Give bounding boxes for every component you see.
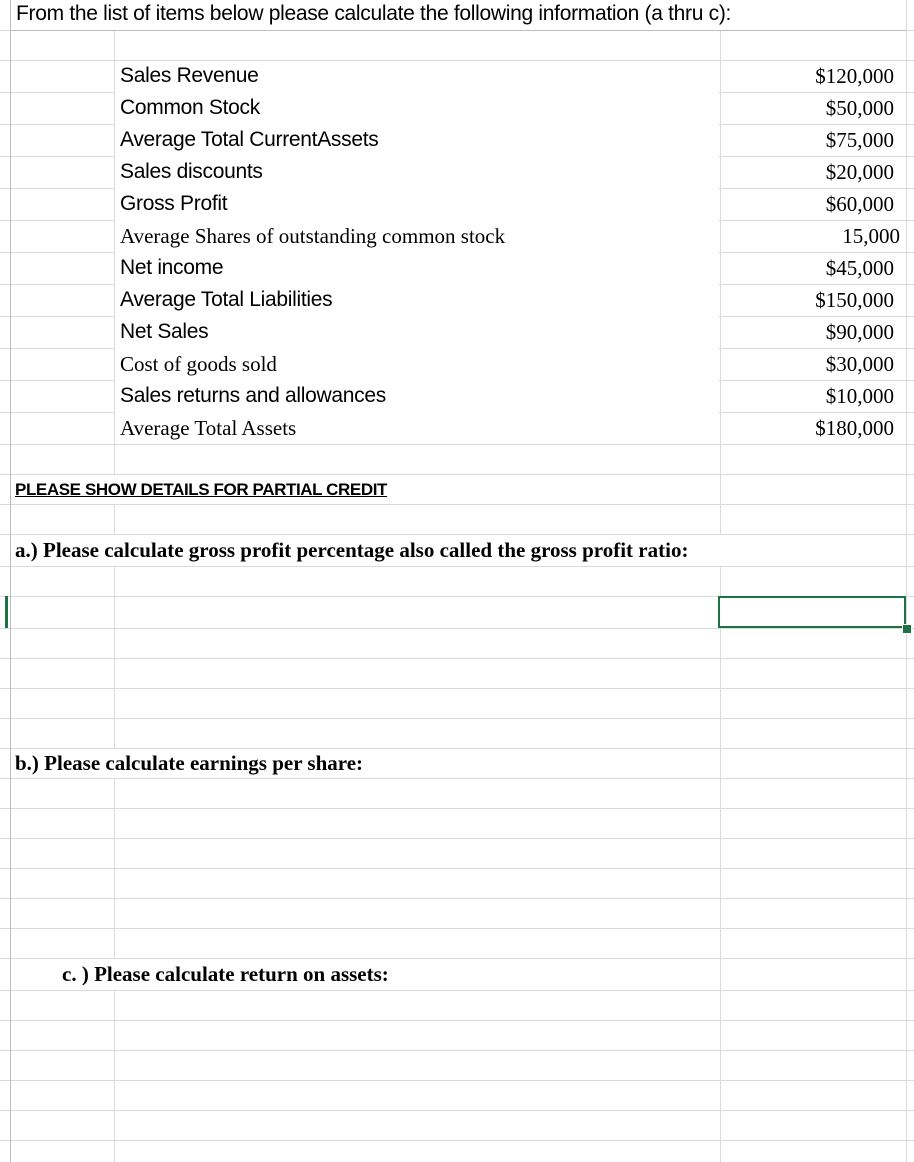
- item-label[interactable]: Gross Profit: [120, 192, 228, 215]
- item-value[interactable]: $10,000: [825, 384, 894, 408]
- item-value[interactable]: $150,000: [815, 288, 894, 312]
- gridline: [0, 1080, 914, 1081]
- item-label[interactable]: Net income: [120, 256, 224, 279]
- gridline: [0, 1020, 914, 1021]
- gridline: [906, 0, 907, 1162]
- question-c: c. ) Please calculate return on assets:: [62, 962, 389, 986]
- gridline: [720, 0, 721, 1162]
- gridline: [0, 658, 914, 659]
- question-a: a.) Please calculate gross profit percentage also called the gross profit ratio:: [15, 538, 689, 562]
- gridline: [0, 504, 914, 505]
- item-value[interactable]: $60,000: [825, 192, 894, 216]
- gridline: [0, 990, 914, 991]
- gridline: [0, 898, 914, 899]
- item-value[interactable]: $50,000: [825, 96, 894, 120]
- gridline: [0, 928, 914, 929]
- gridline: [0, 1050, 914, 1051]
- sheet-left-border: [10, 0, 11, 1162]
- item-value[interactable]: $180,000: [815, 416, 894, 440]
- item-value[interactable]: $30,000: [825, 352, 894, 376]
- gridline: [0, 1110, 914, 1111]
- sheet-title: From the list of items below please calculate the following information (a thru c):: [16, 2, 732, 25]
- gridline: [0, 628, 914, 629]
- gridline: [0, 808, 914, 809]
- item-value[interactable]: $75,000: [825, 128, 894, 152]
- item-label[interactable]: Sales discounts: [120, 160, 263, 183]
- gridline: [0, 838, 914, 839]
- selected-row-indicator: [5, 596, 8, 628]
- question-b: b.) Please calculate earnings per share:: [15, 751, 364, 775]
- selected-cell[interactable]: [718, 596, 906, 628]
- item-label[interactable]: Average Shares of outstanding common stock: [120, 224, 506, 248]
- item-value[interactable]: $120,000: [815, 64, 894, 88]
- item-value[interactable]: 15,000: [842, 224, 900, 248]
- gridline: [0, 688, 914, 689]
- header-bottom-border: [10, 30, 906, 31]
- gridline: [0, 868, 914, 869]
- item-label[interactable]: Average Total Liabilities: [120, 288, 333, 311]
- item-label[interactable]: Net Sales: [120, 320, 209, 343]
- item-label[interactable]: Sales returns and allowances: [120, 384, 386, 407]
- gridline: [0, 778, 914, 779]
- item-label[interactable]: Common Stock: [120, 96, 260, 119]
- item-label[interactable]: Average Total Assets: [120, 416, 297, 440]
- partial-credit-note: PLEASE SHOW DETAILS FOR PARTIAL CREDIT: [15, 480, 388, 499]
- gridline: [0, 718, 914, 719]
- item-label[interactable]: Average Total CurrentAssets: [120, 128, 379, 151]
- fill-handle[interactable]: [902, 624, 912, 634]
- item-label[interactable]: Sales Revenue: [120, 64, 259, 87]
- gridline: [0, 1140, 914, 1141]
- gridline: [0, 566, 914, 567]
- item-value[interactable]: $20,000: [825, 160, 894, 184]
- gridline: [0, 444, 914, 445]
- item-label[interactable]: Cost of goods sold: [120, 352, 277, 376]
- item-value[interactable]: $90,000: [825, 320, 894, 344]
- item-value[interactable]: $45,000: [825, 256, 894, 280]
